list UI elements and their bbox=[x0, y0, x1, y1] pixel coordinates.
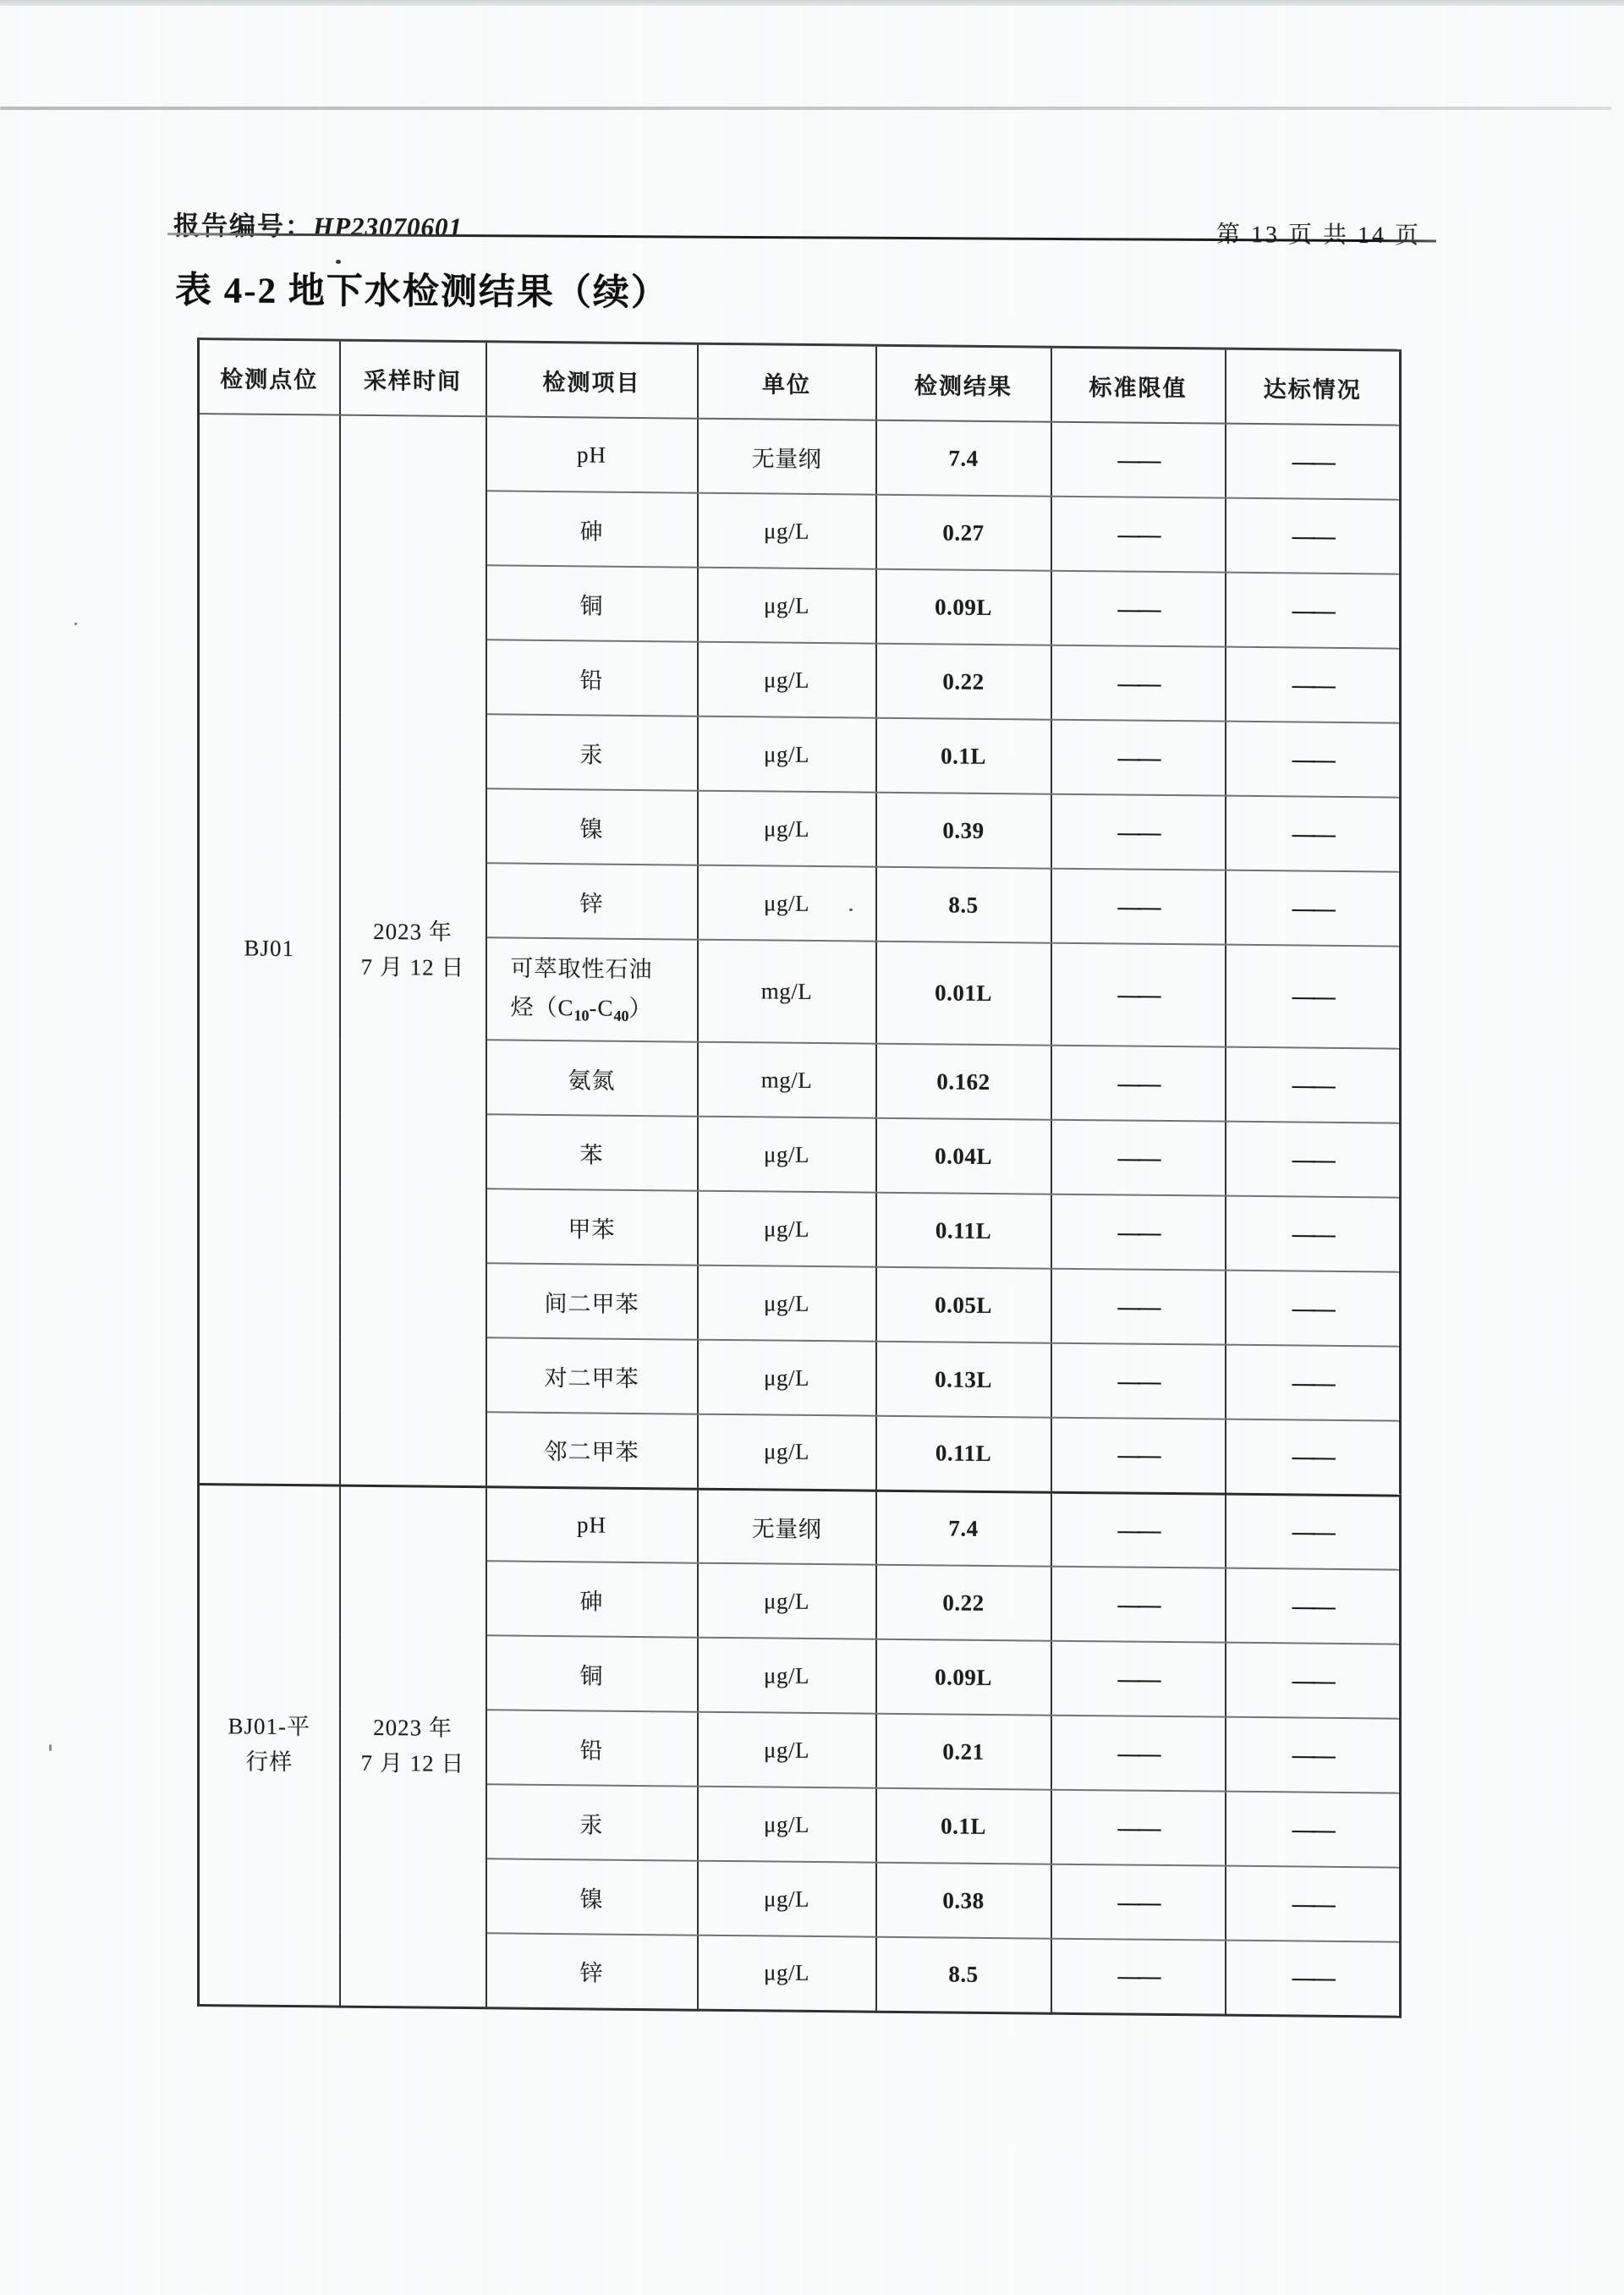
table-row bbox=[199, 414, 1401, 500]
result-cell: 0.1L bbox=[876, 1788, 1051, 1864]
result-cell: 0.09L bbox=[876, 569, 1051, 645]
test-item-cell: 砷 bbox=[486, 1561, 698, 1637]
limit-cell: —— bbox=[1051, 1716, 1226, 1792]
sampling-time-cell bbox=[340, 1485, 486, 2008]
unit-cell: μg/L bbox=[698, 1861, 876, 1937]
unit-cell: μg/L bbox=[698, 1787, 876, 1863]
unit-cell: 无量纲 bbox=[698, 1489, 876, 1565]
table-header-row bbox=[199, 339, 1401, 426]
scan-speck bbox=[49, 1744, 52, 1751]
col-header-result: 检测结果 bbox=[876, 345, 1051, 421]
test-item-cell: 锌 bbox=[486, 863, 698, 939]
result-cell: 0.22 bbox=[876, 644, 1051, 720]
result-cell: 7.4 bbox=[876, 1491, 1051, 1567]
status-cell: —— bbox=[1226, 498, 1401, 574]
result-cell: 0.39 bbox=[876, 793, 1051, 869]
limit-cell: —— bbox=[1051, 1492, 1226, 1568]
result-cell: 0.05L bbox=[876, 1267, 1051, 1343]
col-header-time: 采样时间 bbox=[340, 340, 486, 416]
sampling-time-line1: 2023 年 bbox=[373, 1715, 453, 1742]
status-cell: —— bbox=[1226, 1047, 1401, 1123]
col-header-limit: 标准限值 bbox=[1051, 347, 1226, 423]
status-cell: —— bbox=[1226, 1122, 1401, 1198]
limit-cell: —— bbox=[1051, 869, 1226, 945]
test-item-cell: 砷 bbox=[486, 491, 698, 567]
result-cell: 0.38 bbox=[876, 1863, 1051, 1939]
limit-cell: —— bbox=[1051, 497, 1226, 573]
result-cell: 0.11L bbox=[876, 1193, 1051, 1269]
status-cell: —— bbox=[1226, 1643, 1401, 1719]
col-header-status: 达标情况 bbox=[1226, 349, 1401, 425]
scan-speck bbox=[336, 260, 341, 264]
report-number-value: HP23070601 bbox=[313, 211, 464, 243]
unit-cell: μg/L bbox=[698, 1191, 876, 1267]
table-body bbox=[199, 414, 1401, 2017]
test-item-cell: pH bbox=[486, 1486, 698, 1562]
result-cell: 0.11L bbox=[876, 1416, 1051, 1492]
unit-cell: μg/L bbox=[698, 1266, 876, 1342]
limit-cell: —— bbox=[1051, 1120, 1226, 1196]
report-number-line bbox=[173, 204, 463, 244]
limit-cell: —— bbox=[1051, 422, 1226, 498]
result-cell: 0.04L bbox=[876, 1118, 1051, 1194]
limit-cell: —— bbox=[1051, 1864, 1226, 1941]
test-item-cell: 锌 bbox=[486, 1933, 698, 2009]
point-id-line1: BJ01-平 bbox=[228, 1713, 310, 1740]
test-item-cell bbox=[486, 937, 698, 1041]
result-cell: 0.09L bbox=[876, 1639, 1051, 1716]
monitoring-point-cell bbox=[199, 1484, 340, 2007]
status-cell: —— bbox=[1226, 1941, 1401, 2017]
test-item-cell: 间二甲苯 bbox=[486, 1263, 698, 1339]
test-item-cell: 铅 bbox=[486, 1710, 698, 1786]
unit-cell: μg/L bbox=[698, 1117, 876, 1193]
unit-cell: μg/L bbox=[698, 568, 876, 644]
scan-artifact-top-line bbox=[0, 0, 1624, 6]
result-cell: 8.5 bbox=[876, 1937, 1051, 2013]
unit-cell: μg/L bbox=[698, 865, 876, 942]
test-item-cell: 邻二甲苯 bbox=[486, 1412, 698, 1488]
point-id-line2: 行样 bbox=[245, 1749, 294, 1776]
unit-cell: mg/L bbox=[698, 1042, 876, 1118]
status-cell: —— bbox=[1226, 424, 1401, 500]
status-cell: —— bbox=[1226, 573, 1401, 649]
unit-cell: μg/L bbox=[698, 1935, 876, 2012]
limit-cell: —— bbox=[1051, 1790, 1226, 1866]
unit-cell: μg/L bbox=[698, 1414, 876, 1491]
table-row bbox=[199, 1484, 1401, 1570]
scan-artifact-page-edge-line bbox=[0, 107, 1611, 110]
result-cell: 0.27 bbox=[876, 495, 1051, 571]
sampling-time-line1: 2023 年 bbox=[373, 919, 453, 946]
sampling-time-line2: 7 月 12 日 bbox=[360, 1749, 465, 1777]
test-item-line2: 烃$(C_{10}-C_{40})$ bbox=[510, 994, 653, 1025]
limit-cell: —— bbox=[1051, 943, 1226, 1047]
col-header-unit: 单位 bbox=[698, 343, 876, 420]
status-cell: —— bbox=[1226, 722, 1401, 798]
status-cell: —— bbox=[1226, 1866, 1401, 1942]
limit-cell: —— bbox=[1051, 1567, 1226, 1643]
status-cell: —— bbox=[1226, 1345, 1401, 1421]
unit-cell: μg/L bbox=[698, 1340, 876, 1416]
test-item-cell: 铜 bbox=[486, 565, 698, 641]
page-number-indicator: 第 13 页 共 14 页 bbox=[1216, 222, 1422, 250]
test-item-cell: 苯 bbox=[486, 1114, 698, 1190]
limit-cell: —— bbox=[1051, 571, 1226, 647]
col-header-point: 检测点位 bbox=[199, 339, 340, 415]
unit-cell: μg/L bbox=[698, 493, 876, 569]
test-item-cell: 对二甲苯 bbox=[486, 1337, 698, 1414]
report-number-label: 报告编号： bbox=[173, 211, 313, 242]
result-cell: 0.162 bbox=[876, 1044, 1051, 1120]
limit-cell: —— bbox=[1051, 1194, 1226, 1271]
test-item-cell: pH bbox=[486, 416, 698, 492]
limit-cell: —— bbox=[1051, 1046, 1226, 1122]
status-cell: —— bbox=[1226, 1271, 1401, 1347]
result-cell: 0.01L bbox=[876, 942, 1051, 1046]
status-cell: —— bbox=[1226, 1792, 1401, 1868]
scan-speck bbox=[849, 909, 853, 911]
monitoring-point-cell bbox=[199, 414, 340, 1485]
test-item-cell: 汞 bbox=[486, 714, 698, 790]
limit-cell: —— bbox=[1051, 720, 1226, 796]
groundwater-results-table bbox=[197, 338, 1402, 2018]
results-table-container bbox=[197, 338, 1402, 2018]
scan-speck bbox=[74, 623, 77, 625]
limit-cell: —— bbox=[1051, 1269, 1226, 1345]
test-item-cell: 铜 bbox=[486, 1635, 698, 1711]
test-item-cell: 镍 bbox=[486, 1859, 698, 1935]
status-cell: —— bbox=[1226, 796, 1401, 872]
test-item-cell: 铅 bbox=[486, 640, 698, 716]
unit-cell: μg/L bbox=[698, 1638, 876, 1714]
result-cell: 0.22 bbox=[876, 1565, 1051, 1641]
page-title: 表 4-2 地下水检测结果（续） bbox=[175, 271, 669, 314]
status-cell: —— bbox=[1226, 870, 1401, 947]
unit-cell: μg/L bbox=[698, 791, 876, 867]
test-item-line1: 可萃取性石油 bbox=[510, 955, 653, 983]
status-cell: —— bbox=[1226, 1196, 1401, 1272]
unit-cell: μg/L bbox=[698, 642, 876, 718]
test-item-cell: 镍 bbox=[486, 788, 698, 865]
result-cell: 0.13L bbox=[876, 1342, 1051, 1418]
limit-cell: —— bbox=[1051, 645, 1226, 722]
col-header-item: 检测项目 bbox=[486, 342, 698, 419]
sampling-time-cell bbox=[340, 415, 486, 1487]
test-item-cell: 氨氮 bbox=[486, 1040, 698, 1116]
unit-cell: mg/L bbox=[698, 940, 876, 1044]
status-cell: —— bbox=[1226, 1717, 1401, 1793]
limit-cell: —— bbox=[1051, 1939, 1226, 2015]
limit-cell: —— bbox=[1051, 794, 1226, 870]
limit-cell: —— bbox=[1051, 1641, 1226, 1717]
result-cell: 0.1L bbox=[876, 718, 1051, 794]
unit-cell: μg/L bbox=[698, 717, 876, 793]
unit-cell: 无量纲 bbox=[698, 419, 876, 495]
status-cell: —— bbox=[1226, 1568, 1401, 1644]
result-cell: 0.21 bbox=[876, 1714, 1051, 1790]
result-cell: 8.5 bbox=[876, 867, 1051, 943]
limit-cell: —— bbox=[1051, 1343, 1226, 1419]
test-item-cell: 甲苯 bbox=[486, 1189, 698, 1265]
sampling-time-line2: 7 月 12 日 bbox=[360, 954, 465, 981]
unit-cell: μg/L bbox=[698, 1712, 876, 1788]
result-cell: 7.4 bbox=[876, 420, 1051, 497]
test-item-cell: 汞 bbox=[486, 1784, 698, 1860]
status-cell: —— bbox=[1226, 1494, 1401, 1570]
limit-cell: —— bbox=[1051, 1418, 1226, 1494]
status-cell: —— bbox=[1226, 647, 1401, 723]
unit-cell: μg/L bbox=[698, 1563, 876, 1639]
status-cell: —— bbox=[1226, 1419, 1401, 1496]
status-cell: —— bbox=[1226, 945, 1401, 1049]
point-id: BJ01 bbox=[244, 935, 295, 962]
